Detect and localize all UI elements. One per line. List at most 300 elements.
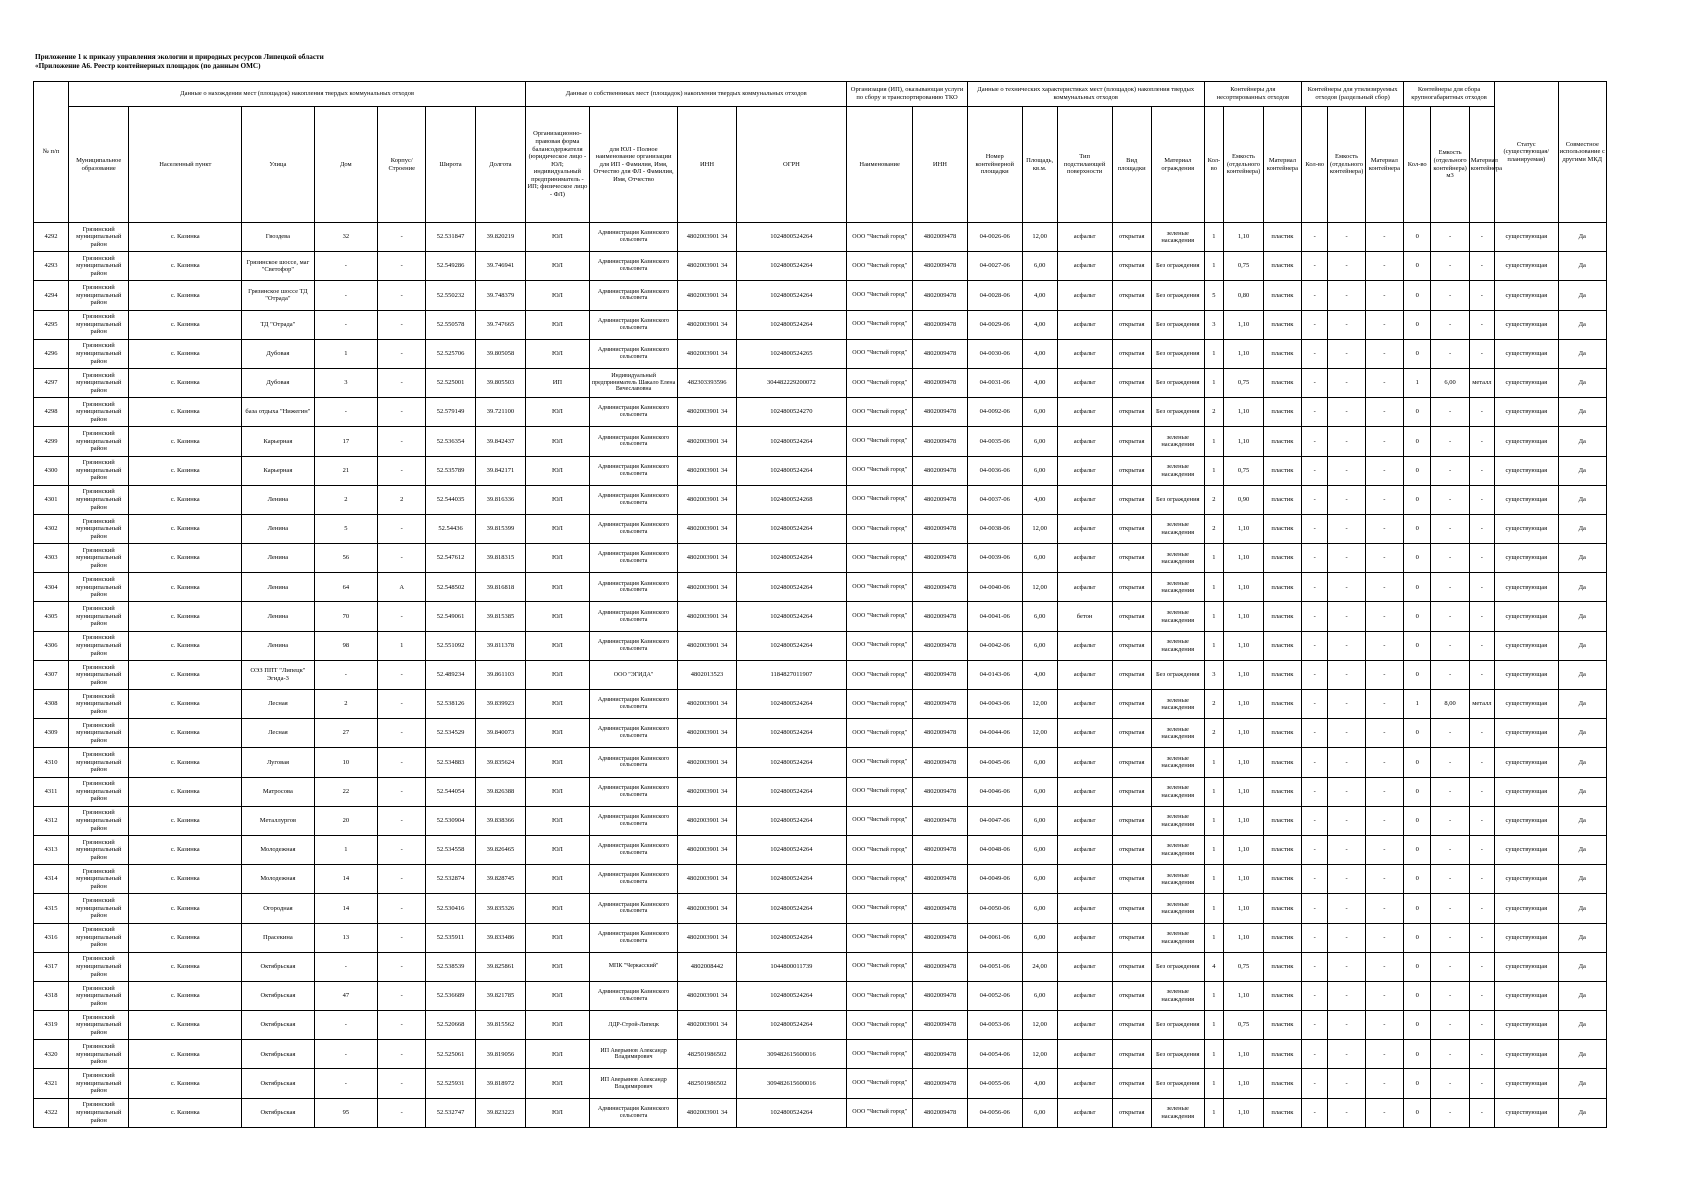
cell-sc: 1 [1204, 1098, 1224, 1127]
cell-um: - [1365, 1069, 1403, 1098]
cell-bc: 0 [1404, 544, 1431, 573]
cell-n: 4305 [34, 602, 69, 631]
cell-inn: 4802003901 34 [678, 602, 736, 631]
cell-bv: - [1431, 1011, 1469, 1040]
cell-mo: Грязинский муниципальный район [69, 281, 129, 310]
cell-orginn: 4802009478 [913, 602, 968, 631]
cell-shared: Да [1558, 514, 1606, 543]
cell-sv: 1,10 [1224, 777, 1263, 806]
cell-inn: 482501986502 [678, 1069, 736, 1098]
table-head [34, 82, 1607, 223]
cell-inn: 4802003901 34 [678, 485, 736, 514]
col-site-no: Номер контейнерной площадки [967, 107, 1022, 223]
cell-area: 6,00 [1022, 835, 1057, 864]
cell-uc: - [1302, 631, 1328, 660]
cell-orginn: 4802009478 [913, 748, 968, 777]
cell-uc: - [1302, 981, 1328, 1010]
cell-bm: - [1469, 835, 1494, 864]
cell-bv: - [1431, 835, 1469, 864]
cell-um: - [1365, 1040, 1403, 1069]
cell-form: ИП [526, 368, 590, 397]
cell-uc: - [1302, 806, 1328, 835]
cell-np: с. Казинка [129, 339, 242, 368]
cell-house: 1 [314, 339, 378, 368]
cell-bm: - [1469, 719, 1494, 748]
cell-np: с. Казинка [129, 252, 242, 281]
cell-mo: Грязинский муниципальный район [69, 1040, 129, 1069]
cell-sm: пластик [1263, 252, 1301, 281]
cell-surf: асфальт [1057, 485, 1112, 514]
cell-bv: 8,00 [1431, 690, 1469, 719]
table-row [34, 806, 1607, 835]
cell-n: 4301 [34, 485, 69, 514]
cell-owner: Администрация Казинского сельсовета [589, 602, 678, 631]
cell-surf: асфальт [1057, 281, 1112, 310]
cell-shared: Да [1558, 923, 1606, 952]
col-util-count: Кол-во [1302, 107, 1328, 223]
cell-site: 04-0050-06 [967, 894, 1022, 923]
col-fence: Материал ограждения [1151, 107, 1204, 223]
cell-ogrn: 1024800524264 [736, 777, 847, 806]
cell-area: 6,00 [1022, 544, 1057, 573]
cell-n: 4303 [34, 544, 69, 573]
cell-ogrn: 1184827011907 [736, 660, 847, 689]
cell-orginn: 4802009478 [913, 894, 968, 923]
cell-inn: 4802003901 34 [678, 777, 736, 806]
cell-mo: Грязинский муниципальный район [69, 631, 129, 660]
cell-fence: зеленые насаждения [1151, 602, 1204, 631]
cell-status: существующая [1495, 981, 1559, 1010]
cell-sv: 1,10 [1224, 631, 1263, 660]
cell-status: существующая [1495, 865, 1559, 894]
cell-orginn: 4802009478 [913, 398, 968, 427]
cell-uc: - [1302, 1011, 1328, 1040]
cell-bld: - [378, 252, 426, 281]
cell-form: ЮЛ [526, 310, 590, 339]
table-row [34, 923, 1607, 952]
cell-area: 6,00 [1022, 398, 1057, 427]
cell-sv: 0,75 [1224, 252, 1263, 281]
cell-shared: Да [1558, 544, 1606, 573]
cell-fence: зеленые насаждения [1151, 631, 1204, 660]
cell-status: существующая [1495, 602, 1559, 631]
cell-bc: 0 [1404, 1069, 1431, 1098]
cell-inn: 4802003901 34 [678, 719, 736, 748]
cell-mo: Грязинский муниципальный район [69, 923, 129, 952]
cell-uc: - [1302, 1069, 1328, 1098]
cell-bld: - [378, 514, 426, 543]
cell-street: Октябрьская [242, 1011, 314, 1040]
cell-status: существующая [1495, 748, 1559, 777]
cell-type: открытая [1112, 602, 1151, 631]
cell-lon: 39.826388 [475, 777, 525, 806]
cell-lon: 39.842437 [475, 427, 525, 456]
cell-um: - [1365, 573, 1403, 602]
cell-street: Прасекина [242, 923, 314, 952]
cell-bv: - [1431, 427, 1469, 456]
cell-um: - [1365, 806, 1403, 835]
cell-org: ООО "Чистый город" [847, 281, 913, 310]
cell-sm: пластик [1263, 660, 1301, 689]
cell-shared: Да [1558, 456, 1606, 485]
cell-site: 04-0056-06 [967, 1098, 1022, 1127]
col-surface: Тип подстилающей поверхности [1057, 107, 1112, 223]
cell-bld: - [378, 660, 426, 689]
cell-orginn: 4802009478 [913, 865, 968, 894]
cell-uv: - [1328, 1069, 1365, 1098]
cell-area: 12,00 [1022, 719, 1057, 748]
cell-bm: - [1469, 1040, 1494, 1069]
cell-site: 04-0028-06 [967, 281, 1022, 310]
cell-sv: 0,75 [1224, 1011, 1263, 1040]
cell-site: 04-0029-06 [967, 310, 1022, 339]
cell-mo: Грязинский муниципальный район [69, 719, 129, 748]
cell-orginn: 4802009478 [913, 690, 968, 719]
cell-house: 70 [314, 602, 378, 631]
cell-orginn: 4802009478 [913, 1098, 968, 1127]
table-row [34, 368, 1607, 397]
cell-sv: 0,80 [1224, 281, 1263, 310]
col-org-name: Наименование [847, 107, 913, 223]
cell-sv: 1,10 [1224, 894, 1263, 923]
cell-n: 4293 [34, 252, 69, 281]
cell-owner: МПК "Черкасский" [589, 952, 678, 981]
cell-np: с. Казинка [129, 398, 242, 427]
cell-n: 4296 [34, 339, 69, 368]
cell-sc: 2 [1204, 719, 1224, 748]
cell-form: ЮЛ [526, 456, 590, 485]
cell-um: - [1365, 398, 1403, 427]
cell-org: ООО "Чистый город" [847, 719, 913, 748]
cell-form: ЮЛ [526, 865, 590, 894]
cell-bld: - [378, 806, 426, 835]
cell-type: открытая [1112, 923, 1151, 952]
cell-bm: - [1469, 660, 1494, 689]
cell-type: открытая [1112, 485, 1151, 514]
table-row [34, 281, 1607, 310]
cell-uv: - [1328, 427, 1365, 456]
cell-mo: Грязинский муниципальный район [69, 544, 129, 573]
cell-owner: Администрация Казинского сельсовета [589, 427, 678, 456]
cell-fence: Без ограждения [1151, 310, 1204, 339]
cell-sm: пластик [1263, 310, 1301, 339]
cell-street: Молодежная [242, 865, 314, 894]
cell-fence: зеленые насаждения [1151, 514, 1204, 543]
cell-street: Молодежная [242, 835, 314, 864]
cell-house: 2 [314, 690, 378, 719]
cell-surf: асфальт [1057, 398, 1112, 427]
cell-um: - [1365, 923, 1403, 952]
cell-ogrn: 1024800524264 [736, 602, 847, 631]
cell-um: - [1365, 456, 1403, 485]
cell-bc: 0 [1404, 660, 1431, 689]
cell-mo: Грязинский муниципальный район [69, 835, 129, 864]
cell-bld: - [378, 427, 426, 456]
cell-lat: 52.525931 [426, 1069, 475, 1098]
cell-um: - [1365, 1098, 1403, 1127]
cell-lon: 39.746941 [475, 252, 525, 281]
cell-bc: 0 [1404, 894, 1431, 923]
cell-lon: 39.818972 [475, 1069, 525, 1098]
cell-fence: зеленые насаждения [1151, 894, 1204, 923]
cell-sm: пластик [1263, 719, 1301, 748]
cell-type: открытая [1112, 1040, 1151, 1069]
cell-org: ООО "Чистый город" [847, 981, 913, 1010]
cell-surf: асфальт [1057, 719, 1112, 748]
cell-shared: Да [1558, 281, 1606, 310]
cell-house: - [314, 1040, 378, 1069]
cell-ogrn: 309482615600016 [736, 1069, 847, 1098]
cell-type: открытая [1112, 660, 1151, 689]
cell-owner: Администрация Казинского сельсовета [589, 835, 678, 864]
cell-form: ЮЛ [526, 719, 590, 748]
cell-lat: 52.54436 [426, 514, 475, 543]
cell-house: 27 [314, 719, 378, 748]
cell-status: существующая [1495, 719, 1559, 748]
cell-bld: - [378, 602, 426, 631]
cell-bm: - [1469, 777, 1494, 806]
cell-lat: 52.532747 [426, 1098, 475, 1127]
cell-type: открытая [1112, 252, 1151, 281]
cell-ogrn: 1024800524264 [736, 573, 847, 602]
cell-ogrn: 1024800524264 [736, 835, 847, 864]
table-row [34, 865, 1607, 894]
cell-owner: Администрация Казинского сельсовета [589, 485, 678, 514]
cell-uc: - [1302, 923, 1328, 952]
cell-inn: 4802013523 [678, 660, 736, 689]
cell-site: 04-0042-06 [967, 631, 1022, 660]
cell-bv: - [1431, 252, 1469, 281]
cell-street: Октябрьская [242, 1098, 314, 1127]
table-row [34, 952, 1607, 981]
cell-bc: 0 [1404, 1011, 1431, 1040]
cell-orginn: 4802009478 [913, 544, 968, 573]
cell-lat: 52.525706 [426, 339, 475, 368]
cell-lon: 39.811378 [475, 631, 525, 660]
cell-status: существующая [1495, 1098, 1559, 1127]
cell-type: открытая [1112, 952, 1151, 981]
cell-np: с. Казинка [129, 660, 242, 689]
cell-org: ООО "Чистый город" [847, 252, 913, 281]
cell-surf: асфальт [1057, 1040, 1112, 1069]
cell-type: открытая [1112, 981, 1151, 1010]
cell-uc: - [1302, 281, 1328, 310]
cell-owner: Администрация Казинского сельсовета [589, 573, 678, 602]
cell-type: открытая [1112, 835, 1151, 864]
cell-fence: Без ограждения [1151, 368, 1204, 397]
cell-lat: 52.531847 [426, 223, 475, 252]
col-num: № п/п [34, 82, 69, 223]
table-row [34, 573, 1607, 602]
cell-n: 4312 [34, 806, 69, 835]
cell-form: ЮЛ [526, 252, 590, 281]
cell-ogrn: 1024800524264 [736, 748, 847, 777]
cell-uv: - [1328, 835, 1365, 864]
cell-sm: пластик [1263, 748, 1301, 777]
cell-mo: Грязинский муниципальный район [69, 427, 129, 456]
cell-type: открытая [1112, 427, 1151, 456]
cell-area: 6,00 [1022, 1098, 1057, 1127]
cell-surf: асфальт [1057, 310, 1112, 339]
cell-bld: 2 [378, 485, 426, 514]
cell-owner: Администрация Казинского сельсовета [589, 456, 678, 485]
cell-type: открытая [1112, 368, 1151, 397]
table-row [34, 544, 1607, 573]
cell-sm: пластик [1263, 894, 1301, 923]
cell-fence: зеленые насаждения [1151, 748, 1204, 777]
cell-bc: 0 [1404, 719, 1431, 748]
cell-type: открытая [1112, 690, 1151, 719]
cell-bm: - [1469, 806, 1494, 835]
cell-org: ООО "Чистый город" [847, 748, 913, 777]
cell-bld: - [378, 777, 426, 806]
cell-uv: - [1328, 1040, 1365, 1069]
cell-surf: асфальт [1057, 339, 1112, 368]
cell-house: 14 [314, 865, 378, 894]
cell-form: ЮЛ [526, 544, 590, 573]
cell-fence: зеленые насаждения [1151, 223, 1204, 252]
cell-street: Октябрьская [242, 1069, 314, 1098]
cell-lat: 52.525061 [426, 1040, 475, 1069]
cell-bc: 0 [1404, 427, 1431, 456]
cell-status: существующая [1495, 631, 1559, 660]
cell-n: 4320 [34, 1040, 69, 1069]
cell-fence: Без ограждения [1151, 1040, 1204, 1069]
cell-bm: - [1469, 1098, 1494, 1127]
cell-n: 4295 [34, 310, 69, 339]
cell-sv: 0,75 [1224, 952, 1263, 981]
cell-np: с. Казинка [129, 223, 242, 252]
cell-bc: 0 [1404, 223, 1431, 252]
cell-site: 04-0048-06 [967, 835, 1022, 864]
cell-mo: Грязинский муниципальный район [69, 660, 129, 689]
cell-lon: 39.815385 [475, 602, 525, 631]
cell-ogrn: 1024800524264 [736, 690, 847, 719]
cell-inn: 4802003901 34 [678, 427, 736, 456]
cell-form: ЮЛ [526, 777, 590, 806]
cell-ogrn: 1024800524264 [736, 631, 847, 660]
cell-mo: Грязинский муниципальный район [69, 514, 129, 543]
cell-bm: - [1469, 485, 1494, 514]
cell-bm: - [1469, 631, 1494, 660]
cell-bld: 1 [378, 631, 426, 660]
cell-type: открытая [1112, 339, 1151, 368]
cell-form: ЮЛ [526, 602, 590, 631]
cell-shared: Да [1558, 748, 1606, 777]
cell-street: Ленина [242, 602, 314, 631]
cell-org: ООО "Чистый город" [847, 1011, 913, 1040]
cell-sm: пластик [1263, 923, 1301, 952]
cell-status: существующая [1495, 1011, 1559, 1040]
cell-mo: Грязинский муниципальный район [69, 398, 129, 427]
cell-type: открытая [1112, 777, 1151, 806]
cell-shared: Да [1558, 252, 1606, 281]
cell-n: 4321 [34, 1069, 69, 1098]
cell-n: 4311 [34, 777, 69, 806]
cell-shared: Да [1558, 1011, 1606, 1040]
table-body [34, 223, 1607, 1128]
cell-bm: - [1469, 310, 1494, 339]
table-row [34, 1069, 1607, 1098]
cell-mo: Грязинский муниципальный район [69, 602, 129, 631]
cell-org: ООО "Чистый город" [847, 835, 913, 864]
cell-bv: - [1431, 660, 1469, 689]
cell-uc: - [1302, 514, 1328, 543]
cell-uc: - [1302, 310, 1328, 339]
cell-sv: 1,10 [1224, 427, 1263, 456]
cell-bv: - [1431, 1069, 1469, 1098]
cell-surf: асфальт [1057, 835, 1112, 864]
cell-area: 6,00 [1022, 456, 1057, 485]
cell-lon: 39.805058 [475, 339, 525, 368]
cell-inn: 4802003901 34 [678, 1098, 736, 1127]
cell-lat: 52.534529 [426, 719, 475, 748]
col-shared: Совместное использование с другими МКД [1558, 82, 1606, 223]
cell-owner: Администрация Казинского сельсовета [589, 981, 678, 1010]
cell-bv: - [1431, 602, 1469, 631]
cell-uv: - [1328, 719, 1365, 748]
cell-surf: асфальт [1057, 427, 1112, 456]
cell-shared: Да [1558, 368, 1606, 397]
cell-np: с. Казинка [129, 631, 242, 660]
cell-uc: - [1302, 777, 1328, 806]
cell-status: существующая [1495, 806, 1559, 835]
cell-bc: 0 [1404, 602, 1431, 631]
cell-mo: Грязинский муниципальный район [69, 310, 129, 339]
cell-owner: ИП Аверьянов Александр Владимирович [589, 1040, 678, 1069]
cell-bc: 0 [1404, 835, 1431, 864]
cell-shared: Да [1558, 573, 1606, 602]
cell-lat: 52.530904 [426, 806, 475, 835]
cell-site: 04-0046-06 [967, 777, 1022, 806]
cell-type: открытая [1112, 514, 1151, 543]
cell-site: 04-0047-06 [967, 806, 1022, 835]
cell-sc: 1 [1204, 631, 1224, 660]
table-row [34, 835, 1607, 864]
cell-sv: 1,10 [1224, 981, 1263, 1010]
cell-lat: 52.538126 [426, 690, 475, 719]
cell-ogrn: 1024800524264 [736, 865, 847, 894]
cell-bm: - [1469, 456, 1494, 485]
cell-bld: - [378, 398, 426, 427]
cell-sv: 1,10 [1224, 573, 1263, 602]
cell-bc: 0 [1404, 398, 1431, 427]
cell-n: 4310 [34, 748, 69, 777]
cell-house: 32 [314, 223, 378, 252]
cell-np: с. Казинка [129, 806, 242, 835]
cell-lon: 39.815399 [475, 514, 525, 543]
cell-sc: 1 [1204, 981, 1224, 1010]
cell-np: с. Казинка [129, 368, 242, 397]
cell-np: с. Казинка [129, 1040, 242, 1069]
table-row [34, 1098, 1607, 1127]
cell-ogrn: 1024800524264 [736, 544, 847, 573]
cell-org: ООО "Чистый город" [847, 1098, 913, 1127]
cell-uv: - [1328, 398, 1365, 427]
cell-np: с. Казинка [129, 981, 242, 1010]
cell-surf: асфальт [1057, 252, 1112, 281]
cell-orginn: 4802009478 [913, 719, 968, 748]
cell-inn: 4802003901 34 [678, 223, 736, 252]
cell-bv: - [1431, 573, 1469, 602]
cell-mo: Грязинский муниципальный район [69, 1011, 129, 1040]
cell-area: 4,00 [1022, 339, 1057, 368]
cell-owner: Администрация Казинского сельсовета [589, 777, 678, 806]
cell-lat: 52.550578 [426, 310, 475, 339]
cell-house: - [314, 1069, 378, 1098]
cell-n: 4322 [34, 1098, 69, 1127]
cell-orginn: 4802009478 [913, 310, 968, 339]
